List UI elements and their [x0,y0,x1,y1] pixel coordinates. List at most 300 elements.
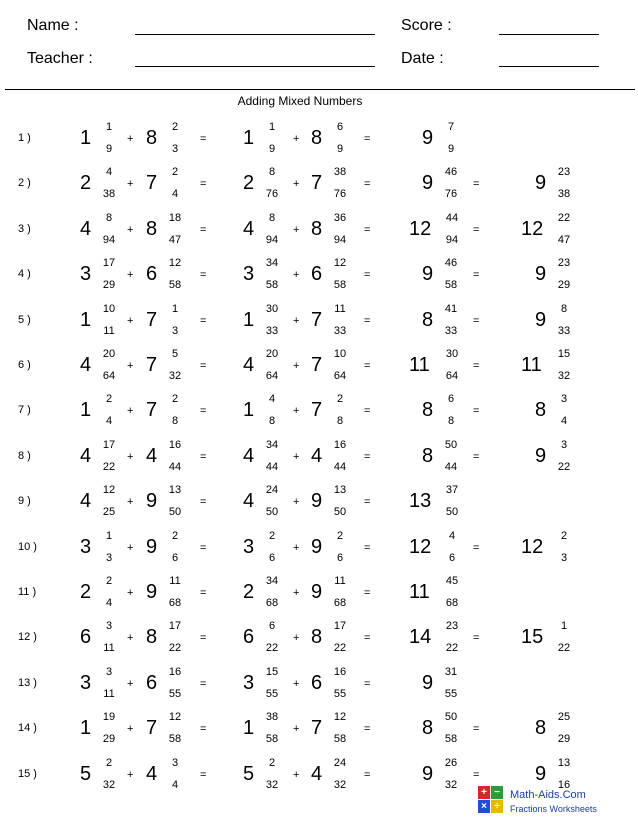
denominator: 29 [102,733,116,746]
denominator: 47 [557,233,571,246]
numerator: 12 [168,711,182,724]
plus-sign: + [293,450,300,463]
whole-number: 7 [146,172,158,195]
whole-number: 9 [422,671,434,694]
converted-addend-one [243,527,287,572]
numerator: 16 [168,438,182,451]
whole-number: 8 [146,217,158,240]
equals-sign: = [473,314,480,327]
addend-one [80,572,124,617]
whole-number: 8 [535,717,547,740]
addend-one [80,754,124,799]
whole-number: 7 [146,399,158,422]
numerator: 3 [560,438,568,451]
sum-unsimplified [422,708,466,753]
addend-one [80,345,124,390]
addend-two [146,572,190,617]
name-line[interactable] [135,34,375,35]
whole-number: 12 [521,217,544,240]
addend-two [146,345,190,390]
problem-number: 13 ) [18,676,37,689]
converted-addend-one [243,390,287,435]
numerator: 13 [557,756,571,769]
numerator: 2 [171,529,179,542]
numerator: 38 [333,166,347,179]
plus-sign: + [127,405,134,418]
denominator: 25 [102,506,116,519]
problem-row [0,345,638,390]
denominator: 76 [444,188,458,201]
denominator: 50 [168,506,182,519]
plus-sign: + [127,133,134,145]
sum-simplified [535,163,579,208]
sum-unsimplified [409,527,467,572]
numerator: 2 [560,529,568,542]
denominator: 6 [448,551,456,564]
sum-unsimplified [422,436,466,481]
numerator: 17 [102,257,116,270]
numerator: 2 [171,393,179,406]
whole-number: 9 [422,127,434,149]
numerator: 2 [105,756,113,769]
whole-number: 4 [311,762,323,785]
numerator: 20 [102,348,116,360]
addend-two [146,209,190,254]
problem-number: 8 ) [18,449,31,462]
whole-number: 9 [146,581,158,603]
denominator: 4 [105,415,113,428]
denominator: 50 [265,506,279,519]
sum-unsimplified [422,254,466,299]
plus-sign: + [127,541,134,554]
plus-sign: + [293,768,300,781]
numerator: 11 [169,575,181,587]
sum-unsimplified [422,754,466,799]
numerator: 38 [265,711,279,724]
sum-unsimplified [422,300,466,345]
whole-number: 11 [409,354,430,376]
equals-sign: = [200,632,207,645]
denominator: 6 [268,551,276,564]
logo-divide-symbol: ÷ [491,800,503,813]
plus-sign: + [293,541,300,554]
whole-number: 4 [243,444,255,467]
equals-sign: = [473,541,480,554]
denominator: 33 [265,324,279,337]
denominator: 29 [557,733,571,746]
whole-number: 4 [243,217,255,240]
problem-number: 3 ) [18,222,31,235]
teacher-label: Teacher : [27,50,93,67]
converted-addend-one [243,345,287,390]
sum-simplified [535,708,579,753]
denominator: 3 [171,324,179,337]
addend-two [146,254,190,299]
equals-sign: = [364,496,371,509]
denominator: 38 [102,188,116,201]
converted-addend-two [311,436,355,481]
denominator: 64 [102,370,116,382]
equals-sign: = [473,223,480,236]
plus-sign: + [293,587,300,599]
plus-sign: + [127,496,134,509]
worksheet-title: Adding Mixed Numbers [237,94,363,108]
equals-sign: = [364,632,371,645]
denominator: 3 [105,551,113,564]
equals-sign: = [200,541,207,554]
teacher-line[interactable] [135,66,375,67]
denominator: 3 [171,143,179,155]
numerator: 4 [268,393,276,406]
problem-number: 7 ) [18,404,31,417]
numerator: 1 [105,121,113,133]
whole-number: 2 [243,581,255,603]
whole-number: 9 [311,490,323,513]
whole-number: 6 [80,626,92,649]
numerator: 2 [268,756,276,769]
plus-sign: + [293,405,300,418]
numerator: 2 [336,393,344,406]
equals-sign: = [473,632,480,645]
numerator: 2 [268,529,276,542]
numerator: 3 [560,393,568,406]
converted-addend-two [311,481,355,526]
whole-number: 2 [80,581,92,603]
plus-sign: + [127,223,134,236]
converted-addend-one [243,617,287,662]
addend-two [146,481,190,526]
plus-sign: + [127,723,134,736]
denominator: 58 [444,733,458,746]
denominator: 22 [557,642,571,655]
whole-number: 7 [311,172,323,195]
denominator: 64 [445,370,459,382]
converted-addend-two [311,572,355,617]
numerator: 4 [105,166,113,179]
whole-number: 6 [146,671,158,694]
logo-times-symbol: × [478,800,490,813]
addend-one [80,209,124,254]
equals-sign: = [200,405,207,418]
denominator: 9 [105,143,113,155]
equals-sign: = [200,723,207,736]
math-aids-logo-icon [478,786,504,816]
numerator: 10 [102,302,116,315]
problem-row [0,436,638,481]
addend-two [146,163,190,208]
problem-row [0,617,638,662]
numerator: 17 [168,620,182,633]
addend-one [80,254,124,299]
denominator: 58 [333,733,347,746]
score-line[interactable] [499,34,599,35]
addend-two [146,708,190,753]
whole-number: 2 [243,172,255,195]
plus-sign: + [293,223,300,236]
addend-two [146,617,190,662]
problem-row [0,572,638,617]
converted-addend-two [311,163,355,208]
converted-addend-two [311,754,355,799]
numerator: 1 [268,121,276,133]
denominator: 64 [333,370,347,382]
numerator: 8 [268,211,276,224]
addend-two [146,527,190,572]
equals-sign: = [200,496,207,509]
denominator: 33 [444,324,458,337]
numerator: 3 [105,620,113,633]
equals-sign: = [200,223,207,236]
plus-sign: + [127,450,134,463]
equals-sign: = [200,178,207,191]
denominator: 76 [265,188,279,201]
denominator: 50 [333,506,347,519]
equals-sign: = [364,405,371,418]
header-divider [5,89,635,90]
denominator: 22 [265,642,279,655]
problem-row [0,163,638,208]
converted-addend-one [243,663,287,708]
numerator: 12 [333,711,347,724]
equals-sign: = [200,360,207,372]
whole-number: 4 [146,762,158,785]
denominator: 55 [265,687,279,700]
equals-sign: = [364,178,371,191]
equals-sign: = [364,269,371,282]
converted-addend-two [311,209,355,254]
date-line[interactable] [499,66,599,67]
equals-sign: = [364,677,371,690]
denominator: 11 [103,687,115,700]
converted-addend-two [311,663,355,708]
numerator: 17 [102,438,116,451]
denominator: 22 [168,642,182,655]
numerator: 6 [447,393,455,406]
denominator: 22 [445,642,459,655]
numerator: 46 [444,166,458,179]
denominator: 94 [102,233,116,246]
numerator: 18 [168,211,182,224]
equals-sign: = [473,269,480,282]
problem-number: 6 ) [18,359,31,371]
plus-sign: + [293,723,300,736]
equals-sign: = [473,360,480,372]
problem-row [0,300,638,345]
whole-number: 1 [243,308,255,331]
numerator: 45 [445,575,459,587]
whole-number: 9 [535,444,547,467]
whole-number: 3 [243,263,255,286]
whole-number: 1 [80,127,92,149]
problem-row [0,481,638,526]
sum-unsimplified [409,572,467,617]
problem-number: 1 ) [18,132,31,144]
numerator: 23 [557,257,571,270]
numerator: 2 [105,575,113,587]
equals-sign: = [364,587,371,599]
score-label: Score : [401,17,452,34]
problem-row [0,390,638,435]
denominator: 68 [168,597,182,609]
denominator: 76 [333,188,347,201]
denominator: 9 [447,143,455,155]
denominator: 8 [171,415,179,428]
denominator: 32 [444,778,458,791]
denominator: 55 [444,687,458,700]
whole-number: 1 [80,399,92,422]
denominator: 58 [168,733,182,746]
whole-number: 5 [243,762,255,785]
addend-one [80,436,124,481]
whole-number: 4 [311,444,323,467]
sum-simplified [521,617,579,662]
numerator: 7 [447,121,455,133]
addend-two [146,436,190,481]
denominator: 29 [557,279,571,292]
addend-two [146,300,190,345]
whole-number: 7 [311,717,323,740]
sum-unsimplified [409,617,467,662]
denominator: 9 [268,143,276,155]
problem-number: 14 ) [18,722,37,735]
sum-unsimplified [422,163,466,208]
denominator: 3 [560,551,568,564]
whole-number: 7 [146,717,158,740]
denominator: 94 [445,233,459,246]
numerator: 13 [333,484,347,497]
whole-number: 6 [146,263,158,286]
whole-number: 9 [535,172,547,195]
equals-sign: = [473,405,480,418]
sum-unsimplified [409,345,467,390]
equals-sign: = [200,587,207,599]
footer-site-name[interactable]: Math-Aids.Com [510,789,586,801]
whole-number: 9 [535,263,547,286]
numerator: 2 [105,393,113,406]
whole-number: 1 [243,127,255,149]
whole-number: 8 [311,217,323,240]
denominator: 22 [102,460,116,473]
plus-sign: + [293,178,300,191]
plus-sign: + [293,677,300,690]
whole-number: 9 [535,762,547,785]
numerator: 3 [105,665,113,678]
denominator: 58 [265,733,279,746]
converted-addend-one [243,572,287,617]
converted-addend-one [243,163,287,208]
whole-number: 12 [409,217,432,240]
plus-sign: + [127,587,134,599]
whole-number: 15 [521,626,544,649]
problem-row [0,527,638,572]
whole-number: 9 [535,308,547,331]
whole-number: 7 [311,399,323,422]
whole-number: 8 [146,626,158,649]
numerator: 1 [105,529,113,542]
denominator: 68 [445,597,459,609]
equals-sign: = [364,450,371,463]
numerator: 12 [102,484,116,497]
denominator: 11 [103,324,115,337]
whole-number: 4 [243,354,255,376]
plus-sign: + [127,632,134,645]
whole-number: 3 [243,535,255,558]
problem-number: 5 ) [18,313,31,326]
sum-simplified [521,209,579,254]
denominator: 94 [265,233,279,246]
whole-number: 1 [80,308,92,331]
equals-sign: = [200,677,207,690]
numerator: 24 [333,756,347,769]
plus-sign: + [127,269,134,282]
whole-number: 8 [146,127,158,149]
addend-one [80,481,124,526]
whole-number: 8 [311,127,323,149]
denominator: 8 [336,415,344,428]
whole-number: 6 [311,671,323,694]
converted-addend-one [243,118,287,163]
numerator: 30 [445,348,459,360]
denominator: 32 [557,370,571,382]
numerator: 13 [168,484,182,497]
addend-one [80,527,124,572]
denominator: 44 [265,460,279,473]
whole-number: 4 [80,354,92,376]
converted-addend-two [311,254,355,299]
plus-sign: + [293,632,300,645]
numerator: 4 [448,529,456,542]
whole-number: 12 [521,535,544,558]
problem-number: 15 ) [18,767,37,780]
addend-one [80,300,124,345]
whole-number: 2 [80,172,92,195]
sum-simplified [535,254,579,299]
equals-sign: = [200,450,207,463]
equals-sign: = [364,133,371,145]
whole-number: 7 [311,308,323,331]
denominator: 68 [265,597,279,609]
problem-row [0,708,638,753]
numerator: 23 [445,620,459,633]
converted-addend-one [243,300,287,345]
denominator: 33 [557,324,571,337]
problem-number: 9 ) [18,495,31,508]
equals-sign: = [200,768,207,781]
denominator: 38 [557,188,571,201]
numerator: 6 [336,121,344,133]
numerator: 50 [444,711,458,724]
whole-number: 9 [422,172,434,195]
denominator: 44 [444,460,458,473]
whole-number: 9 [146,535,158,558]
whole-number: 9 [422,263,434,286]
addend-one [80,617,124,662]
numerator: 1 [560,620,568,633]
whole-number: 7 [311,354,323,376]
sum-unsimplified [409,209,467,254]
whole-number: 4 [146,444,158,467]
equals-sign: = [473,723,480,736]
whole-number: 6 [243,626,255,649]
whole-number: 9 [146,490,158,513]
converted-addend-two [311,617,355,662]
plus-sign: + [293,314,300,327]
problem-number: 4 ) [18,268,31,281]
numerator: 44 [445,211,459,224]
numerator: 17 [333,620,347,633]
addend-two [146,663,190,708]
denominator: 6 [336,551,344,564]
